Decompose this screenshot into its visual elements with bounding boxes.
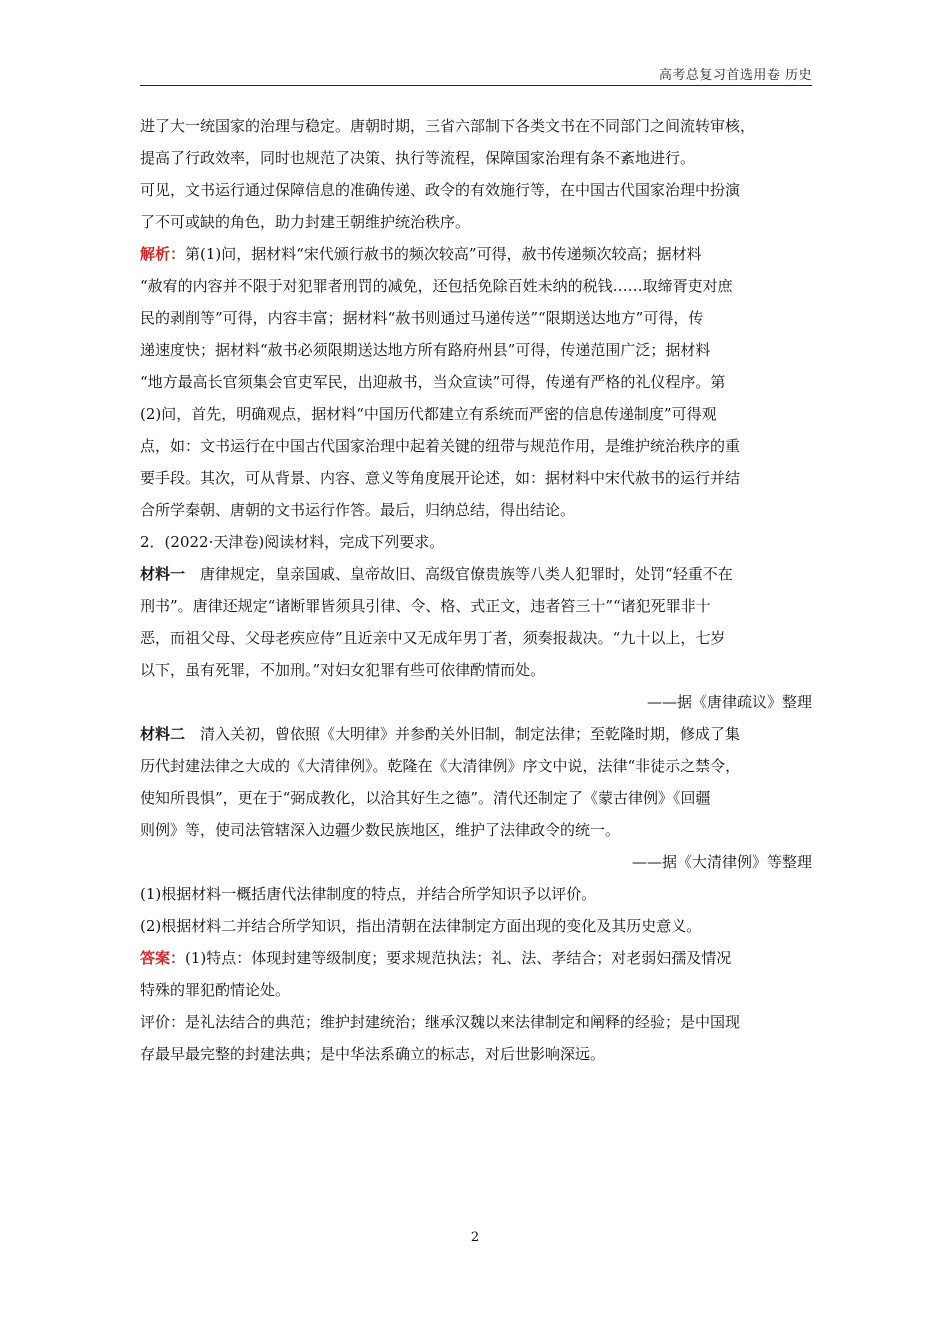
line-text: 进了大一统国家的治理与稳定。唐朝时期，三省六部制下各类文书在不同部门之间流转审核， bbox=[140, 117, 756, 135]
line-text: 评价：是礼法结合的典范；维护封建统治；继承汉魏以来法律制定和阐释的经验；是中国现 bbox=[140, 1013, 741, 1031]
text-line bbox=[140, 782, 812, 814]
text-line bbox=[140, 430, 812, 462]
line-text: 民的剥削等”可得，内容丰富；据材料“赦书则通过马递传送”“限期送达地方”可得，传 bbox=[140, 309, 704, 327]
line-text: 以下，虽有死罪，不加刑。”对妇女犯罪有些可依律酌情而处。 bbox=[140, 661, 546, 679]
source-citation bbox=[140, 846, 812, 878]
line-text: 历代封建法律之大成的《大清律例》。乾隆在《大清律例》序文中说，法律“非徒示之禁令， bbox=[140, 757, 741, 775]
line-text: 提高了行政效率，同时也规范了决策、执行等流程，保障国家治理有条不紊地进行。 bbox=[140, 149, 696, 167]
material-label: 材料一 bbox=[140, 565, 186, 583]
line-text: 使知所畏惧”，更在于“弼成教化，以洽其好生之德”。清代还制定了《蒙古律例》《回疆 bbox=[140, 789, 711, 807]
text-line bbox=[140, 270, 812, 302]
text-line bbox=[140, 526, 812, 558]
line-text: 恶，而祖父母、父母老疾应侍”且近亲中又无成年男丁者，须奏报裁决。“九十以上，七岁 bbox=[140, 629, 726, 647]
text-line bbox=[140, 974, 812, 1006]
text-line bbox=[140, 910, 812, 942]
line-text: 特殊的罪犯酌情论处。 bbox=[140, 981, 291, 999]
section-label: 答案： bbox=[140, 949, 186, 967]
line-text: 合所学秦朝、唐朝的文书运行作答。最后，归纳总结，得出结论。 bbox=[140, 501, 576, 519]
text-line bbox=[140, 942, 812, 974]
text-line bbox=[140, 654, 812, 686]
text-line bbox=[140, 814, 812, 846]
line-text: ——据《大清律例》等整理 bbox=[631, 853, 812, 871]
text-line bbox=[140, 750, 812, 782]
text-line bbox=[140, 206, 812, 238]
text-line bbox=[140, 1006, 812, 1038]
text-line bbox=[140, 238, 812, 270]
line-text: “赦宥的内容并不限于对犯罪者刑罚的减免，还包括免除百姓未纳的税钱……取缔胥吏对庶 bbox=[140, 277, 733, 295]
line-text: “地方最高长官须集会官吏军民，出迎赦书，当众宣读”可得，传递有严格的礼仪程序。第 bbox=[140, 373, 726, 391]
header-title: 高考总复习首选用卷 历史 bbox=[658, 68, 812, 83]
text-line bbox=[140, 878, 812, 910]
line-text: (1)特点：体现封建等级制度；要求规范执法；礼、法、孝结合；对老弱妇孺及情况 bbox=[185, 949, 732, 967]
line-text: 可见，文书运行通过保障信息的准确传递、政令的有效施行等，在中国古代国家治理中扮演 bbox=[140, 181, 741, 199]
line-text: (2)根据材料二并结合所学知识，指出清朝在法律制定方面出现的变化及其历史意义。 bbox=[140, 917, 702, 935]
line-text: (1)根据材料一概括唐代法律制度的特点，并结合所学知识予以评价。 bbox=[140, 885, 597, 903]
header-rule bbox=[140, 85, 812, 86]
text-line bbox=[140, 622, 812, 654]
text-line bbox=[140, 398, 812, 430]
material-label: 材料二 bbox=[140, 725, 186, 743]
line-text: 则例》等，使司法管辖深入边疆少数民族地区，维护了法律政令的统一。 bbox=[140, 821, 621, 839]
text-line bbox=[140, 174, 812, 206]
text-line bbox=[140, 590, 812, 622]
text-line bbox=[140, 110, 812, 142]
line-text: 要手段。其次，可从背景、内容、意义等角度展开论述，如：据材料中宋代赦书的运行并结 bbox=[140, 469, 741, 487]
text-line bbox=[140, 302, 812, 334]
text-line bbox=[140, 462, 812, 494]
page-number: 2 bbox=[470, 1230, 480, 1245]
text-line bbox=[140, 142, 812, 174]
line-text: 递速度快；据材料“赦书必须限期送达地方所有路府州县”可得，传递范围广泛；据材料 bbox=[140, 341, 711, 359]
text-line bbox=[140, 494, 812, 526]
document-body bbox=[140, 110, 812, 1070]
text-line bbox=[140, 334, 812, 366]
line-text: ——据《唐律疏议》整理 bbox=[646, 693, 812, 711]
source-citation bbox=[140, 686, 812, 718]
text-line bbox=[140, 558, 812, 590]
line-text: 存最早最完整的封建法典；是中华法系确立的标志，对后世影响深远。 bbox=[140, 1045, 606, 1063]
section-label: 解析： bbox=[140, 245, 186, 263]
line-text: 了不可或缺的角色，助力封建王朝维护统治秩序。 bbox=[140, 213, 471, 231]
line-text: (2)问，首先，明确观点，据材料“中国历代都建立有系统而严密的信息传递制度”可得观 bbox=[140, 405, 717, 423]
text-line bbox=[140, 366, 812, 398]
line-text: 2．(2022·天津卷)阅读材料，完成下列要求。 bbox=[140, 533, 445, 551]
line-text: 第(1)问，据材料“宋代颁行赦书的频次较高”可得，赦书传递频次较高；据材料 bbox=[185, 245, 702, 263]
text-line bbox=[140, 718, 812, 750]
line-text: 刑书”。唐律还规定“诸断罪皆须具引律、令、格、式正文，违者笞三十”“诸犯死罪非十 bbox=[140, 597, 711, 615]
text-line bbox=[140, 1038, 812, 1070]
line-text: 唐律规定，皇亲国戚、皇帝故旧、高级官僚贵族等八类人犯罪时，处罚“轻重不在 bbox=[185, 565, 733, 583]
line-text: 点，如：文书运行在中国古代国家治理中起着关键的纽带与规范作用，是维护统治秩序的重 bbox=[140, 437, 741, 455]
line-text: 清入关初，曾依照《大明律》并参酌关外旧制，制定法律；至乾隆时期，修成了集 bbox=[185, 725, 741, 743]
page-header bbox=[140, 58, 812, 86]
